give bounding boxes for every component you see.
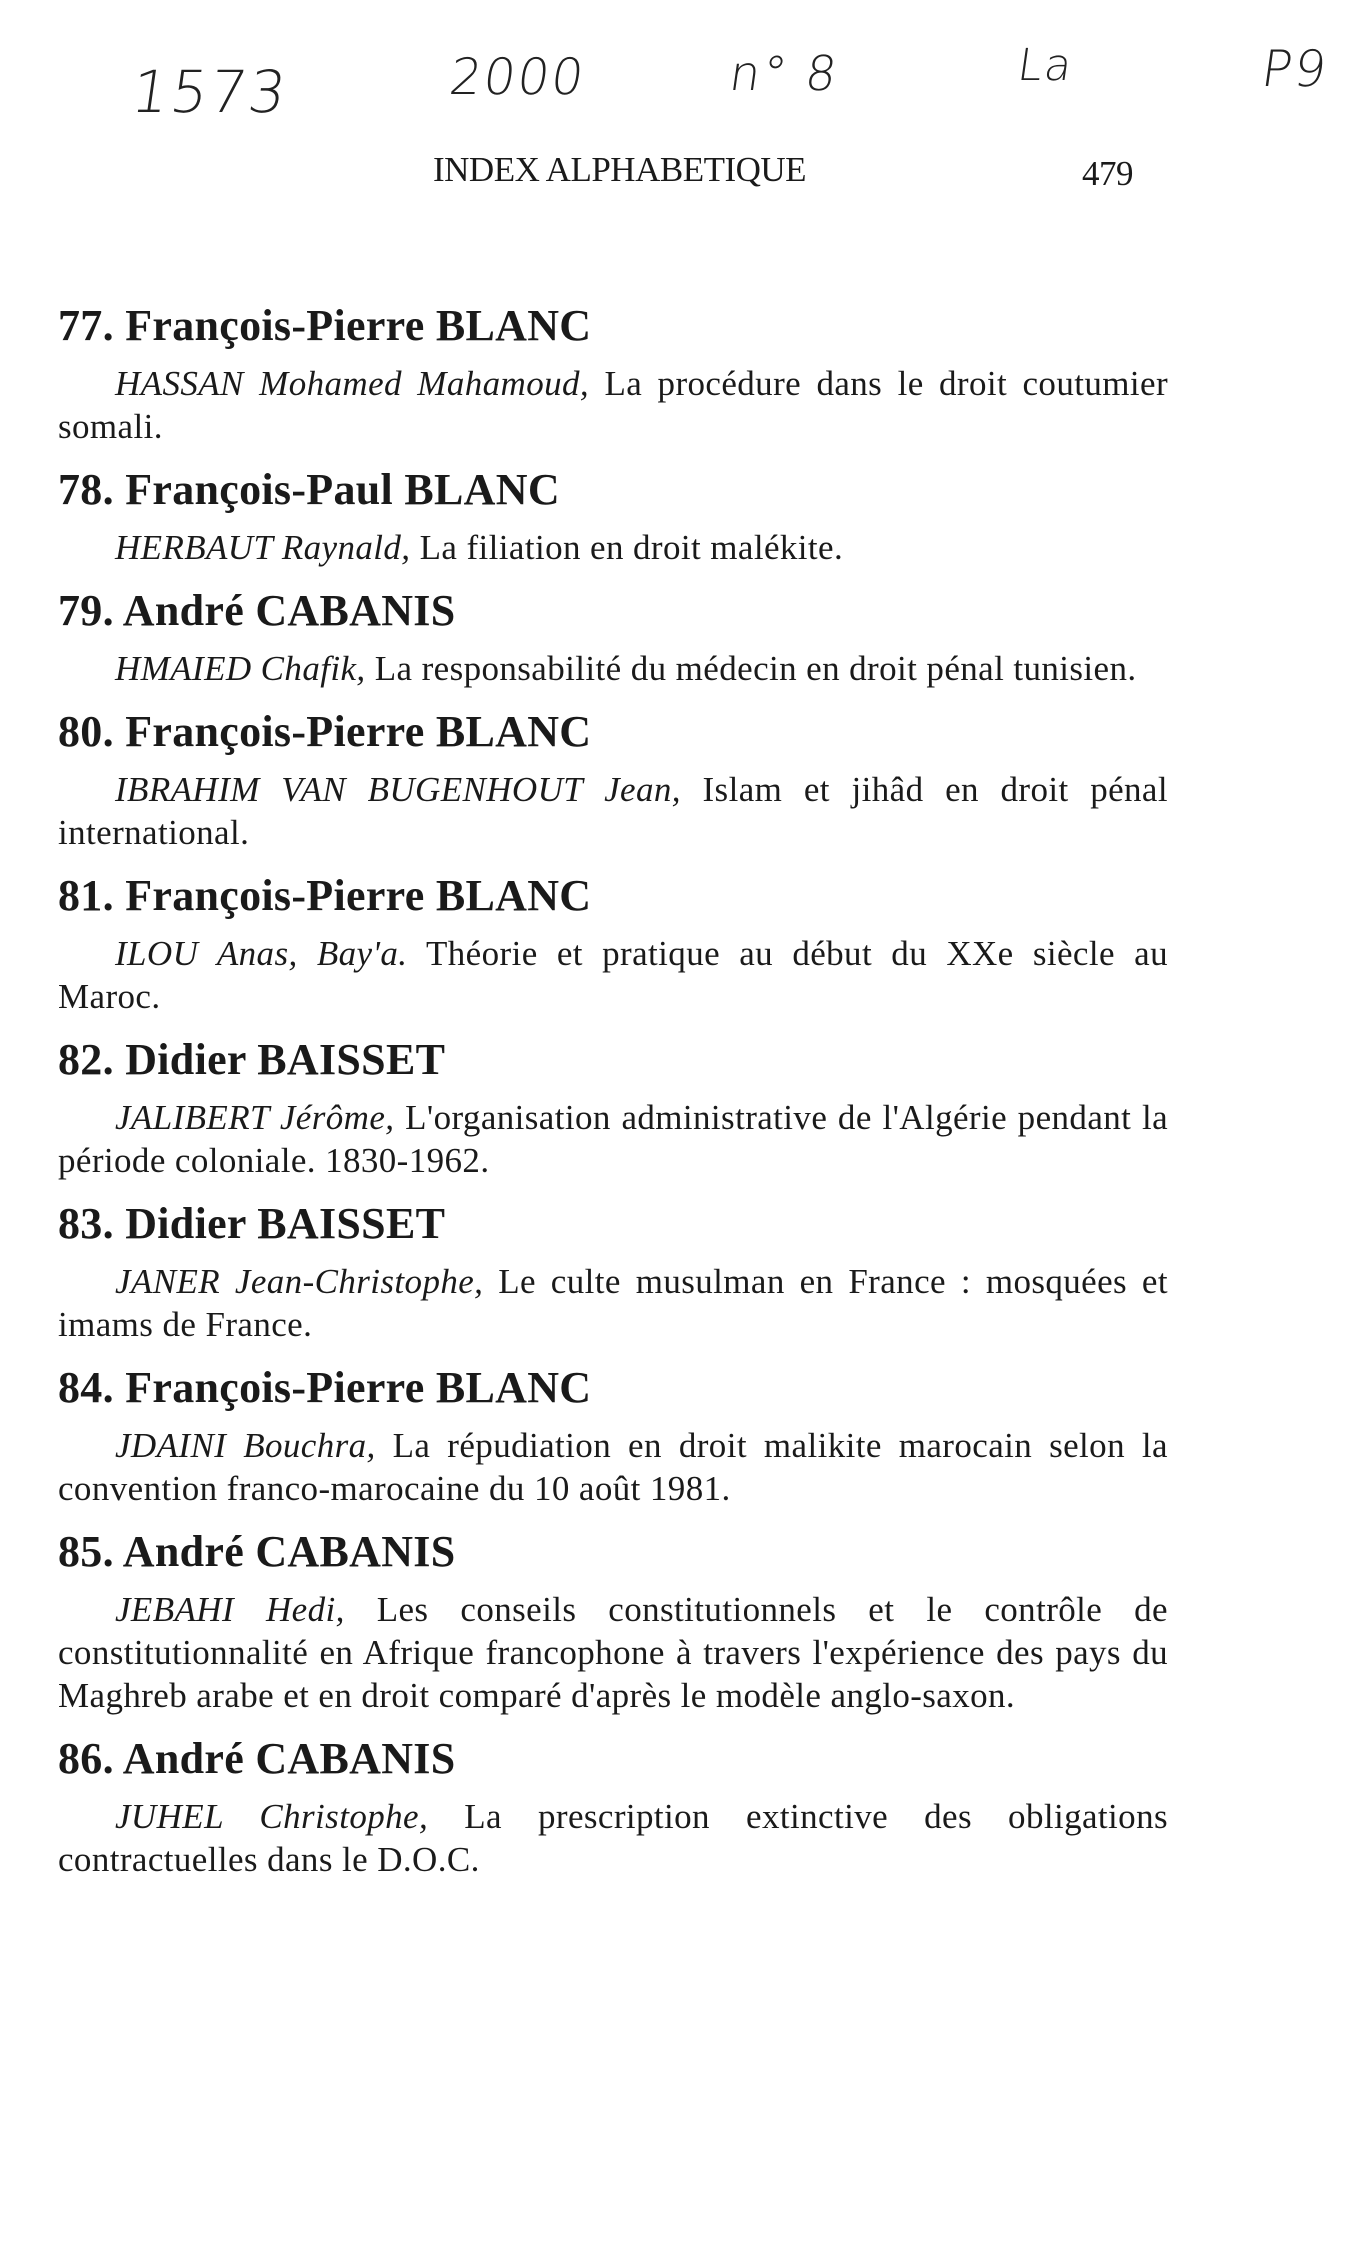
entry-title: La responsabilité du médecin en droit pénal tunisien. [365, 649, 1137, 688]
entry-author: ILOU Anas, Bay'a. [115, 934, 408, 973]
entry-body [58, 768, 1168, 854]
entry-heading: 85. André CABANIS [58, 1527, 456, 1576]
entry-title: Islam et jihâd en droit pénal international. [58, 770, 1168, 852]
entry-title: Théorie et pratique au début du XXe siècle au Maroc. [58, 934, 1168, 1016]
entry-body [58, 932, 1168, 1018]
entry-heading: 81. François-Pierre BLANC [58, 871, 592, 920]
index-entry [58, 1729, 1168, 1881]
index-entry [58, 702, 1168, 854]
entry-body [58, 1424, 1168, 1510]
index-entries [58, 296, 1168, 1893]
running-head-title: INDEX ALPHABETIQUE [433, 150, 807, 189]
index-entry [58, 1194, 1168, 1346]
entry-title: Le culte musulman en France : mosquées et imams de France. [58, 1262, 1168, 1344]
handwritten-note-page: P9 [1257, 40, 1333, 98]
entry-heading: 79. André CABANIS [58, 586, 456, 635]
entry-heading: 86. André CABANIS [58, 1734, 456, 1783]
entry-author: HERBAUT Raynald, [115, 528, 411, 567]
entry-heading: 82. Didier BAISSET [58, 1035, 446, 1084]
index-entry [58, 1522, 1168, 1717]
entry-title: Les conseils constitutionnels et le contrôle de constitutionnalité en Afrique francophone à travers l'expérience des pays du Maghreb arabe et en droit comparé d'après le modèle anglo-saxon. [58, 1590, 1168, 1715]
entry-body [58, 1096, 1168, 1182]
entry-body [58, 1260, 1168, 1346]
entry-author: HMAIED Chafik, [115, 649, 366, 688]
entry-body [58, 1795, 1168, 1881]
entry-author: IBRAHIM VAN BUGENHOUT Jean, [115, 770, 681, 809]
index-entry [58, 1358, 1168, 1510]
entry-title: La procédure dans le droit coutumier somali. [58, 364, 1168, 446]
handwritten-note-reference: 1573 [127, 58, 293, 126]
handwritten-note-year: 2000 [445, 48, 590, 106]
entry-heading: 83. Didier BAISSET [58, 1199, 446, 1248]
entry-author: HASSAN Mohamed Mahamoud, [115, 364, 590, 403]
handwritten-note-la: La [1014, 40, 1078, 91]
entry-body [58, 362, 1168, 448]
index-entry [58, 581, 1168, 690]
handwritten-annotations [0, 40, 1371, 140]
index-entry [58, 296, 1168, 448]
handwritten-note-number: n° 8 [726, 46, 843, 102]
entry-title: La prescription extinctive des obligations contractuelles dans le D.O.C. [58, 1797, 1169, 1879]
entry-heading: 84. François-Pierre BLANC [58, 1363, 592, 1412]
index-entry [58, 460, 1168, 569]
entry-heading: 77. François-Pierre BLANC [58, 301, 592, 350]
entry-author: JANER Jean-Christophe, [115, 1262, 484, 1301]
entry-heading: 78. François-Paul BLANC [58, 465, 560, 514]
index-entry [58, 1030, 1168, 1182]
entry-body [58, 526, 1168, 569]
entry-author: JALIBERT Jérôme, [115, 1098, 395, 1137]
entry-author: JDAINI Bouchra, [115, 1426, 376, 1465]
index-entry [58, 866, 1168, 1018]
page-number: 479 [1082, 154, 1133, 193]
entry-heading: 80. François-Pierre BLANC [58, 707, 592, 756]
entry-title: L'organisation administrative de l'Algérie pendant la période coloniale. 1830-1962. [58, 1098, 1169, 1180]
entry-body [58, 647, 1168, 690]
entry-title: La filiation en droit malékite. [410, 528, 844, 567]
entry-body [58, 1588, 1168, 1717]
entry-title: La répudiation en droit malikite marocain selon la convention franco-marocaine du 10 août 1981. [58, 1426, 1168, 1508]
running-head [0, 150, 1371, 200]
entry-author: JUHEL Christophe, [115, 1797, 429, 1836]
entry-author: JEBAHI Hedi, [115, 1590, 345, 1629]
